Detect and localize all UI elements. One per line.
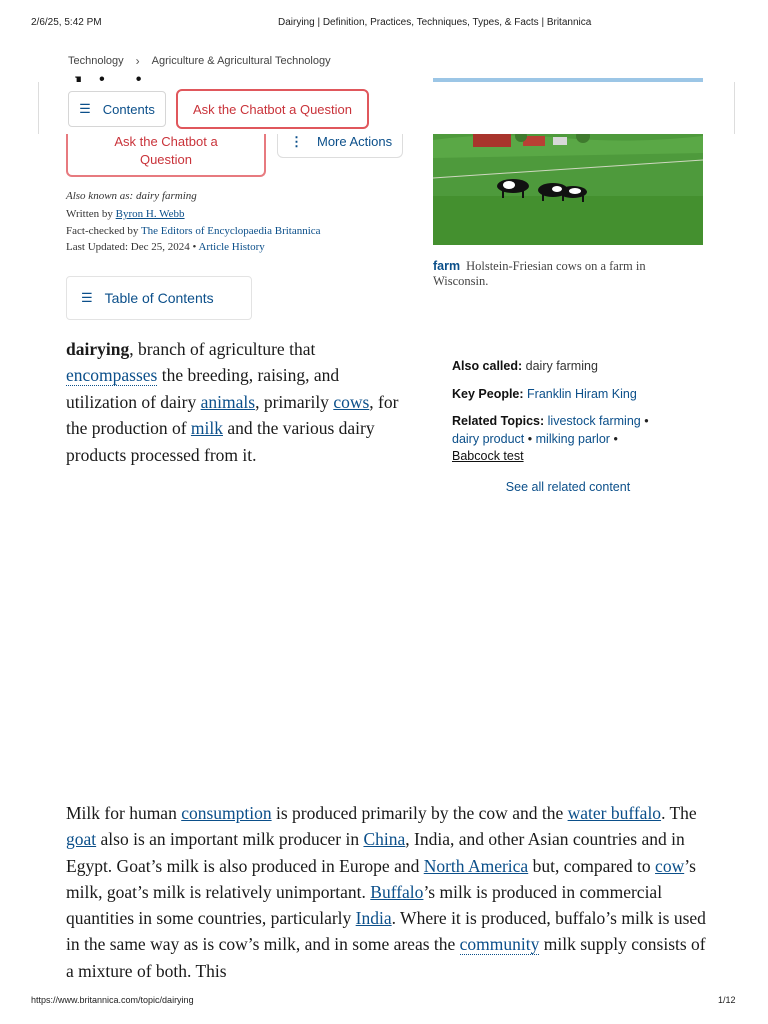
link-encompasses[interactable]: encompasses: [66, 365, 158, 386]
table-of-contents-button[interactable]: [66, 276, 252, 320]
print-page-number: 1/12: [718, 995, 736, 1005]
fact-label: Key People:: [452, 386, 524, 401]
print-datetime: 2/6/25, 5:42 PM: [31, 17, 102, 28]
link-cow[interactable]: cow: [655, 855, 685, 876]
fact-value: dairy farming: [525, 359, 598, 373]
breadcrumb-agriculture[interactable]: Agriculture & Agricultural Technology: [151, 55, 331, 67]
related-topic-link[interactable]: milking parlor: [535, 431, 610, 446]
link-china[interactable]: China: [363, 829, 406, 850]
see-all-related-link[interactable]: See all related content: [505, 480, 631, 494]
link-goat[interactable]: goat: [66, 829, 97, 850]
body-text: but, compared to: [528, 855, 656, 876]
print-page-title: Dairying | Definition, Practices, Techniques, Types, & Facts | Britannica: [278, 17, 592, 28]
written-by-label: Written by: [66, 208, 113, 220]
body-text: ’s milk, goat’s milk is relatively unimportant.: [66, 855, 696, 902]
lead-text: and the various dairy products processed from it.: [66, 418, 375, 465]
related-topic-link[interactable]: dairy product: [452, 431, 525, 446]
ask-chatbot-sticky-label: Ask the Chatbot a Question: [193, 101, 352, 117]
link-community[interactable]: community: [459, 934, 540, 955]
fact-label: Related Topics:: [452, 414, 545, 428]
link-animals[interactable]: animals: [200, 391, 256, 412]
quick-facts: [452, 358, 682, 476]
caption-title[interactable]: farm: [433, 259, 461, 273]
link-consumption[interactable]: consumption: [181, 803, 272, 823]
image-caption: [433, 259, 703, 289]
related-separator: •: [527, 431, 533, 446]
ask-chatbot-label: Ask the Chatbot a Question: [114, 133, 218, 167]
lead-text: , branch of agriculture that: [129, 339, 316, 359]
meta-bullet: •: [192, 241, 197, 253]
lead-text: the breeding, raising, and utilization of dairy: [66, 365, 340, 412]
link-india[interactable]: India: [355, 908, 392, 929]
table-of-contents-label: Table of Contents: [104, 290, 214, 306]
fact-key-people: [452, 386, 682, 404]
list-icon: ☰: [81, 290, 93, 305]
more-actions-label: More Actions: [317, 134, 393, 149]
fact-checked-by: [66, 225, 321, 237]
fact-also-called: [452, 358, 682, 376]
list-icon: ☰: [79, 101, 91, 116]
also-known-as: Also known as: dairy farming: [66, 190, 197, 202]
article-history-link[interactable]: Article History: [198, 241, 265, 253]
link-milk[interactable]: milk: [190, 418, 223, 439]
link-water-buffalo[interactable]: water buffalo: [567, 803, 662, 823]
author-link[interactable]: Byron H. Webb: [115, 208, 185, 220]
ask-chatbot-sticky-button[interactable]: [176, 89, 369, 129]
chevron-right-icon: ›: [135, 54, 140, 68]
body-text: ’s milk is produced in commercial quantities in some countries, particularly: [66, 881, 663, 929]
body-text: Milk for human: [66, 803, 182, 823]
link-buffalo[interactable]: Buffalo: [370, 881, 424, 902]
caption-text: Holstein-Friesian cows on a farm in Wisconsin.: [433, 259, 646, 288]
last-updated: [66, 241, 265, 253]
fact-label: Also called:: [452, 359, 523, 373]
fact-related-topics: [452, 413, 682, 466]
body-paragraph: [66, 800, 706, 984]
body-text: milk supply consists of a mixture of both. This: [66, 934, 706, 981]
related-separator: •: [613, 431, 618, 446]
more-vertical-icon: ⋮: [290, 133, 303, 149]
breadcrumb: [68, 54, 331, 68]
related-separator: •: [644, 414, 649, 428]
body-text: . Where it is produced, buffalo’s milk is used in the same way as is cow’s milk, and in some areas the: [66, 908, 706, 955]
contents-button[interactable]: [68, 91, 166, 127]
print-url: https://www.britannica.com/topic/dairying: [31, 995, 194, 1005]
body-text: . The: [661, 803, 697, 823]
written-by: [66, 208, 185, 220]
lead-term: dairying: [66, 339, 130, 359]
body-text: also is an important milk producer in: [96, 829, 364, 850]
lead-text: , for the production of: [66, 391, 399, 439]
last-updated-text: Last Updated: Dec 25, 2024: [66, 241, 190, 253]
fact-checked-label: Fact-checked by: [66, 225, 139, 237]
contents-label: Contents: [102, 101, 155, 117]
breadcrumb-technology[interactable]: Technology: [68, 55, 124, 67]
link-cows[interactable]: cows: [333, 391, 370, 412]
key-person-link[interactable]: Franklin Hiram King: [527, 386, 637, 401]
related-topic-link[interactable]: Babcock test: [452, 449, 524, 463]
related-topic-link[interactable]: livestock farming: [547, 414, 641, 428]
body-text: , India, and other Asian countries and in Egypt. Goat’s milk is also produced in Europe and: [66, 829, 685, 876]
lead-paragraph: [66, 336, 411, 468]
link-north-america[interactable]: North America: [423, 855, 529, 876]
lead-text: , primarily: [255, 391, 334, 412]
body-text: is produced primarily by the cow and the: [271, 803, 568, 823]
fact-checker-link[interactable]: The Editors of Encyclopaedia Britannica: [140, 225, 321, 237]
